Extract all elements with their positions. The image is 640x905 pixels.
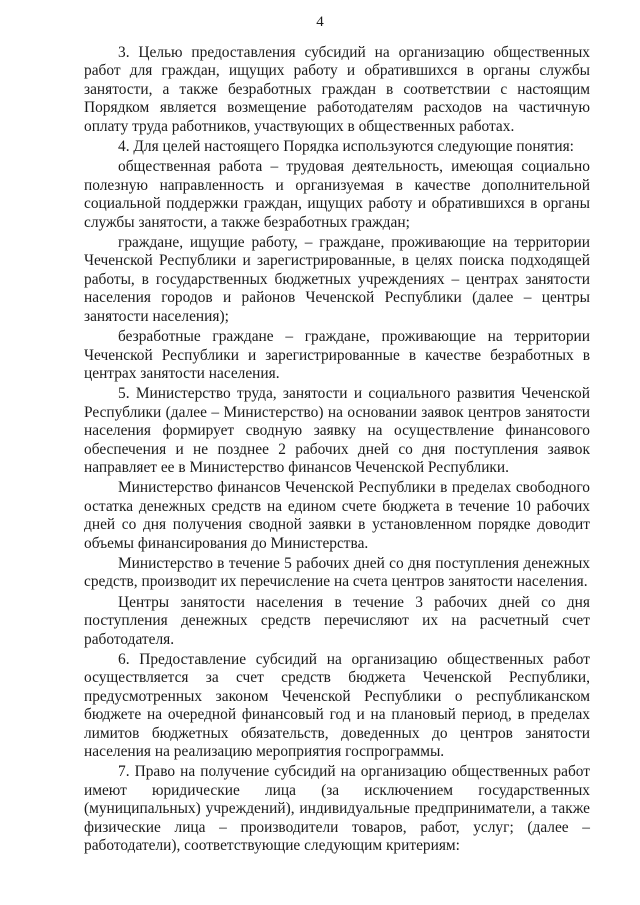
paragraph-5-ministry-of-labor: 5. Министерство труда, занятости и социального развития Чеченской Республики (далее – Министерство) на основании заявок центров занятости населения формирует сводную заявку на осуществление финансового обеспечения и не позднее 2 рабочих дней со дня поступления заявок направляет ее в Министерство финансов Чеченской Республики. — [84, 385, 590, 476]
paragraph-employment-centers: Центры занятости населения в течение 3 рабочих дней со дня поступления денежных средств перечисляют их на расчетный счет работодателя. — [84, 593, 590, 648]
definition-public-work: общественная работа – трудовая деятельность, имеющая социально полезную направленность и организуемая в качестве дополнительной социальной поддержки граждан, ищущих работу и обратившихся в органы службы занятости, а также безработных граждан; — [84, 158, 590, 231]
page-number: 4 — [316, 14, 324, 30]
paragraph-4-definitions-intro: 4. Для целей настоящего Порядка используются следующие понятия: — [118, 138, 574, 156]
paragraph-3-goal: 3. Целью предоставления субсидий на организацию общественных работ для граждан, ищущих работу и обратившихся в органы службы занятости, а также безработных граждан в соответствии с настоящим Порядком является возмещение работодателям расходов на частичную оплату труда работников, участвующих в общественных работах. — [84, 44, 590, 135]
paragraph-7-eligibility: 7. Право на получение субсидий на организацию общественных работ имеют юридические лица (за исключением государственных (муниципальных) учреждений), индивидуальные предприниматели, а также физические лица – производители товаров, работ, услуг; (далее – работодатели), соответствующие следующим критериям: — [84, 763, 590, 855]
paragraph-6-funding-source: 6. Предоставление субсидий на организацию общественных работ осуществляется за счет средств бюджета Чеченской Республики, предусмотренных законом Чеченской Республики о республиканском бюджете на очередной финансовый год и на плановый период, в пределах лимитов бюджетных обязательств, доведенных до центров занятости населения на реализацию мероприятия госпрограммы. — [84, 651, 590, 761]
paragraph-ministry-transfer: Министерство в течение 5 рабочих дней со дня поступления денежных средств, производит их перечисление на счета центров занятости населения. — [84, 554, 590, 591]
definition-unemployed: безработные граждане – граждане, проживающие на территории Чеченской Республики и зарегистрированные в качестве безработных в центрах занятости населения. — [84, 328, 590, 382]
definition-job-seekers: граждане, ищущие работу, – граждане, проживающие на территории Чеченской Республики и зарегистрированные, в целях поиска подходящей работы, в государственных бюджетных учреждениях – центрах занятости населения городов и районов Чеченской Республики (далее – центры занятости населения); — [84, 234, 590, 325]
document-body — [84, 44, 590, 857]
paragraph-ministry-of-finance: Министерство финансов Чеченской Республики в пределах свободного остатка денежных средств на едином счете бюджета в течение 10 рабочих дней со дня получения сводной заявки в установленном порядке доводит объемы финансирования до Министерства. — [84, 479, 590, 552]
